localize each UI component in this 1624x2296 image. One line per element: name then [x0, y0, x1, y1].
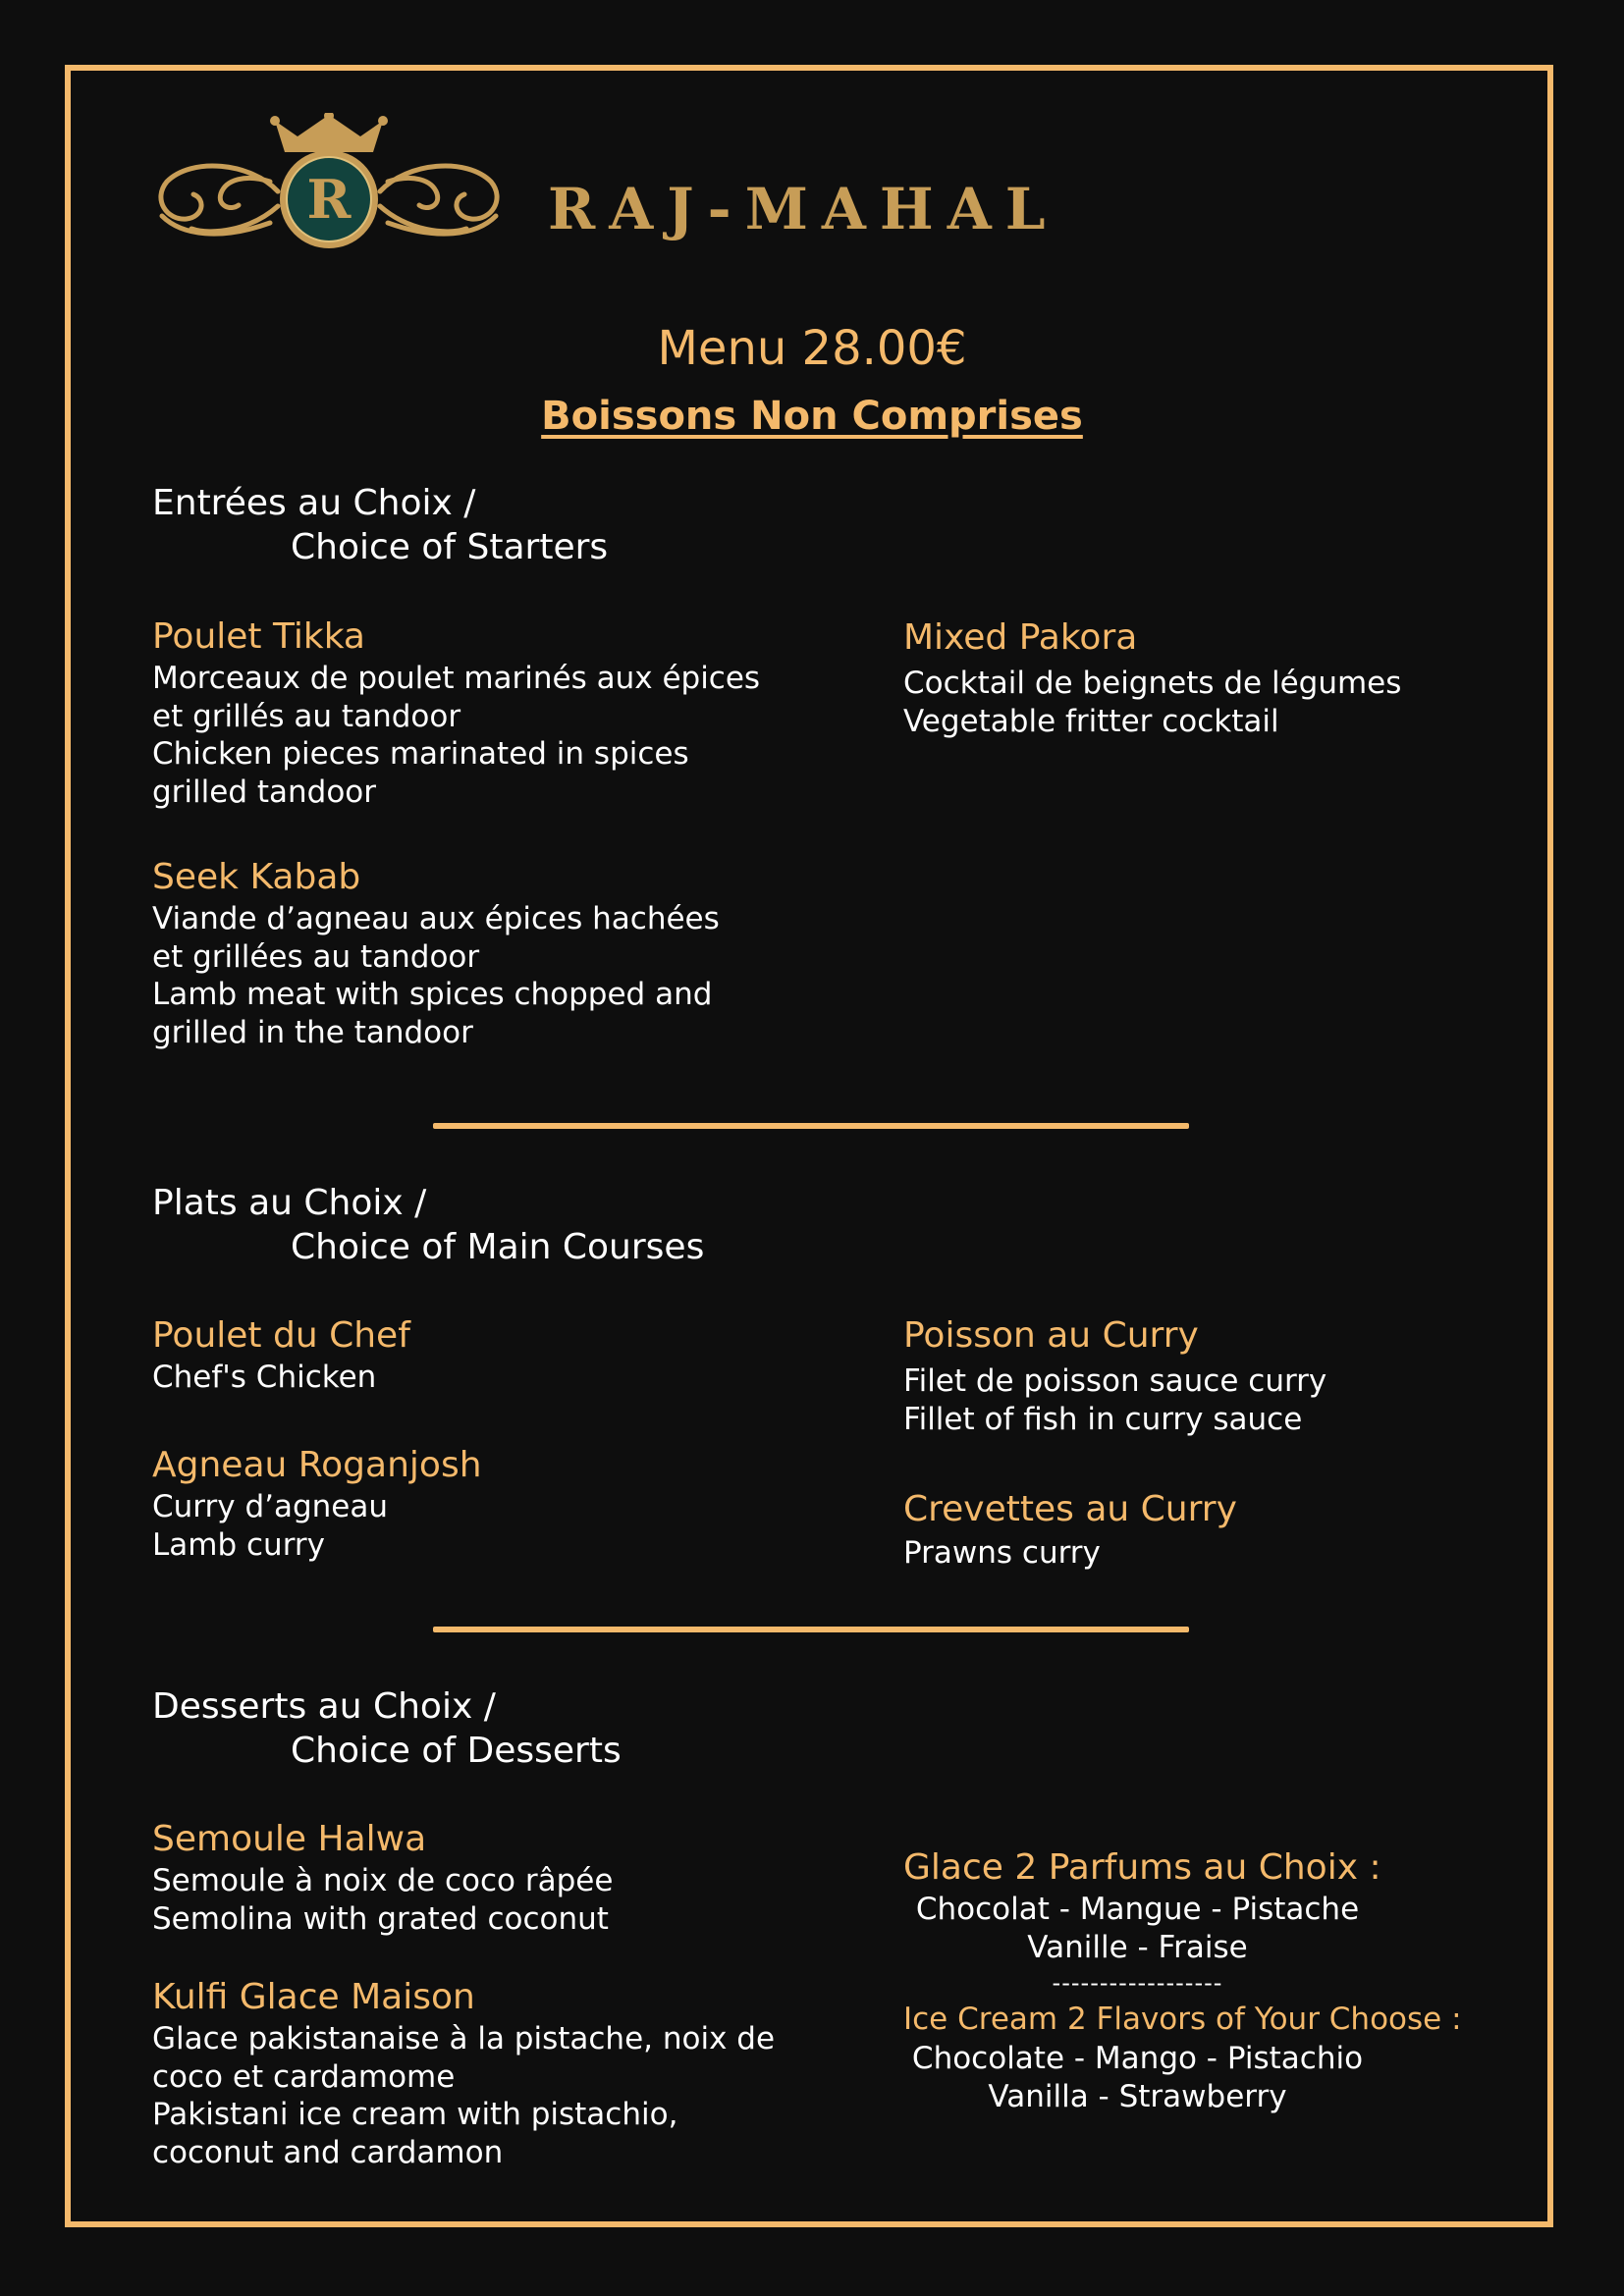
dish-description: Semoule à noix de coco râpée: [152, 1863, 614, 1898]
dish-description: coconut and cardamon: [152, 2134, 504, 2170]
section-title-en: Choice of Starters: [291, 527, 609, 567]
ornament-left-icon: [161, 166, 278, 234]
dish-name: Poulet Tikka: [152, 616, 365, 657]
section-title-en: Choice of Desserts: [291, 1731, 622, 1771]
crown-icon: [270, 113, 388, 152]
dish-name: Mixed Pakora: [903, 617, 1138, 658]
section-divider: [433, 1627, 1189, 1632]
section-title-mains: [152, 1181, 704, 1269]
dish-description: grilled tandoor: [152, 774, 377, 810]
logo-seal-letter: R: [306, 168, 352, 231]
dish-seek-kabab: [152, 855, 720, 1051]
dish-description: Pakistani ice cream with pistachio,: [152, 2097, 678, 2132]
dish-description: Chef's Chicken: [152, 1360, 377, 1395]
ornament-right-icon: [380, 166, 497, 234]
dish-description: et grillées au tandoor: [152, 938, 480, 975]
dish-description: Chicken pieces marinated in spices: [152, 736, 689, 772]
dish-semoule-halwa: [152, 1817, 613, 1938]
dish-description: Fillet of fish in curry sauce: [903, 1401, 1303, 1437]
dish-name: Poulet du Chef: [152, 1315, 410, 1356]
dish-name: Agneau Roganjosh: [152, 1445, 482, 1485]
dish-ice-cream-choice: [903, 1845, 1462, 2116]
dish-description: Curry d’agneau: [152, 1489, 389, 1524]
flavors-separator: ------------------: [1052, 1969, 1223, 1997]
brand-name: RAJ-MAHAL: [548, 176, 1059, 242]
flavors-fr-line-2: Vanille - Fraise: [1027, 1930, 1248, 1965]
dish-description: Glace pakistanaise à la pistache, noix de: [152, 2021, 776, 2056]
dish-poulet-tikka: [152, 614, 760, 811]
section-divider: [433, 1123, 1189, 1129]
dish-description: coco et cardamome: [152, 2058, 456, 2095]
dish-description: Lamb meat with spices chopped and: [152, 977, 713, 1012]
dish-poisson-au-curry: [903, 1313, 1326, 1438]
dish-description: et grillés au tandoor: [152, 698, 461, 734]
dish-name-fr: Glace 2 Parfums au Choix :: [903, 1847, 1381, 1888]
dish-name: Seek Kabab: [152, 857, 361, 897]
flavors-en-line-1: Chocolate - Mango - Pistachio: [911, 2041, 1364, 2076]
dish-description: Filet de poisson sauce curry: [903, 1363, 1327, 1399]
dish-poulet-du-chef: [152, 1313, 410, 1397]
dish-description: Cocktail de beignets de légumes: [903, 666, 1402, 701]
dish-name: Semoule Halwa: [152, 1819, 427, 1859]
section-title-fr: Desserts au Choix /: [152, 1686, 496, 1727]
dish-crevettes-au-curry: [903, 1487, 1237, 1573]
dish-mixed-pakora: [903, 615, 1401, 740]
flavors-fr-line-1: Chocolat - Mangue - Pistache: [915, 1892, 1360, 1927]
section-title-fr: Entrées au Choix /: [152, 483, 476, 523]
dish-description: Lamb curry: [152, 1526, 325, 1563]
flavors-en-line-2: Vanilla - Strawberry: [988, 2079, 1287, 2114]
dish-name: Kulfi Glace Maison: [152, 1977, 475, 2017]
dish-agneau-roganjosh: [152, 1443, 482, 1564]
dish-kulfi-glace-maison: [152, 1975, 775, 2171]
dish-name-en: Ice Cream 2 Flavors of Your Choose :: [903, 2002, 1462, 2037]
dish-description: Viande d’agneau aux épices hachées: [152, 901, 720, 936]
dish-description: Prawns curry: [903, 1535, 1101, 1571]
dish-description: Vegetable fritter cocktail: [903, 703, 1279, 739]
drinks-not-included-note: Boissons Non Comprises: [541, 394, 1083, 439]
section-title-fr: Plats au Choix /: [152, 1183, 427, 1223]
dish-name: Poisson au Curry: [903, 1315, 1199, 1356]
menu-price-title: Menu 28.00€: [657, 321, 967, 376]
dish-description: Morceaux de poulet marinés aux épices: [152, 661, 761, 696]
dish-name: Crevettes au Curry: [903, 1489, 1237, 1529]
dish-description: grilled in the tandoor: [152, 1014, 473, 1050]
section-title-en: Choice of Main Courses: [291, 1227, 705, 1267]
section-title-starters: [152, 481, 608, 569]
dish-description: Semolina with grated coconut: [152, 1900, 609, 1937]
section-title-desserts: [152, 1684, 622, 1773]
